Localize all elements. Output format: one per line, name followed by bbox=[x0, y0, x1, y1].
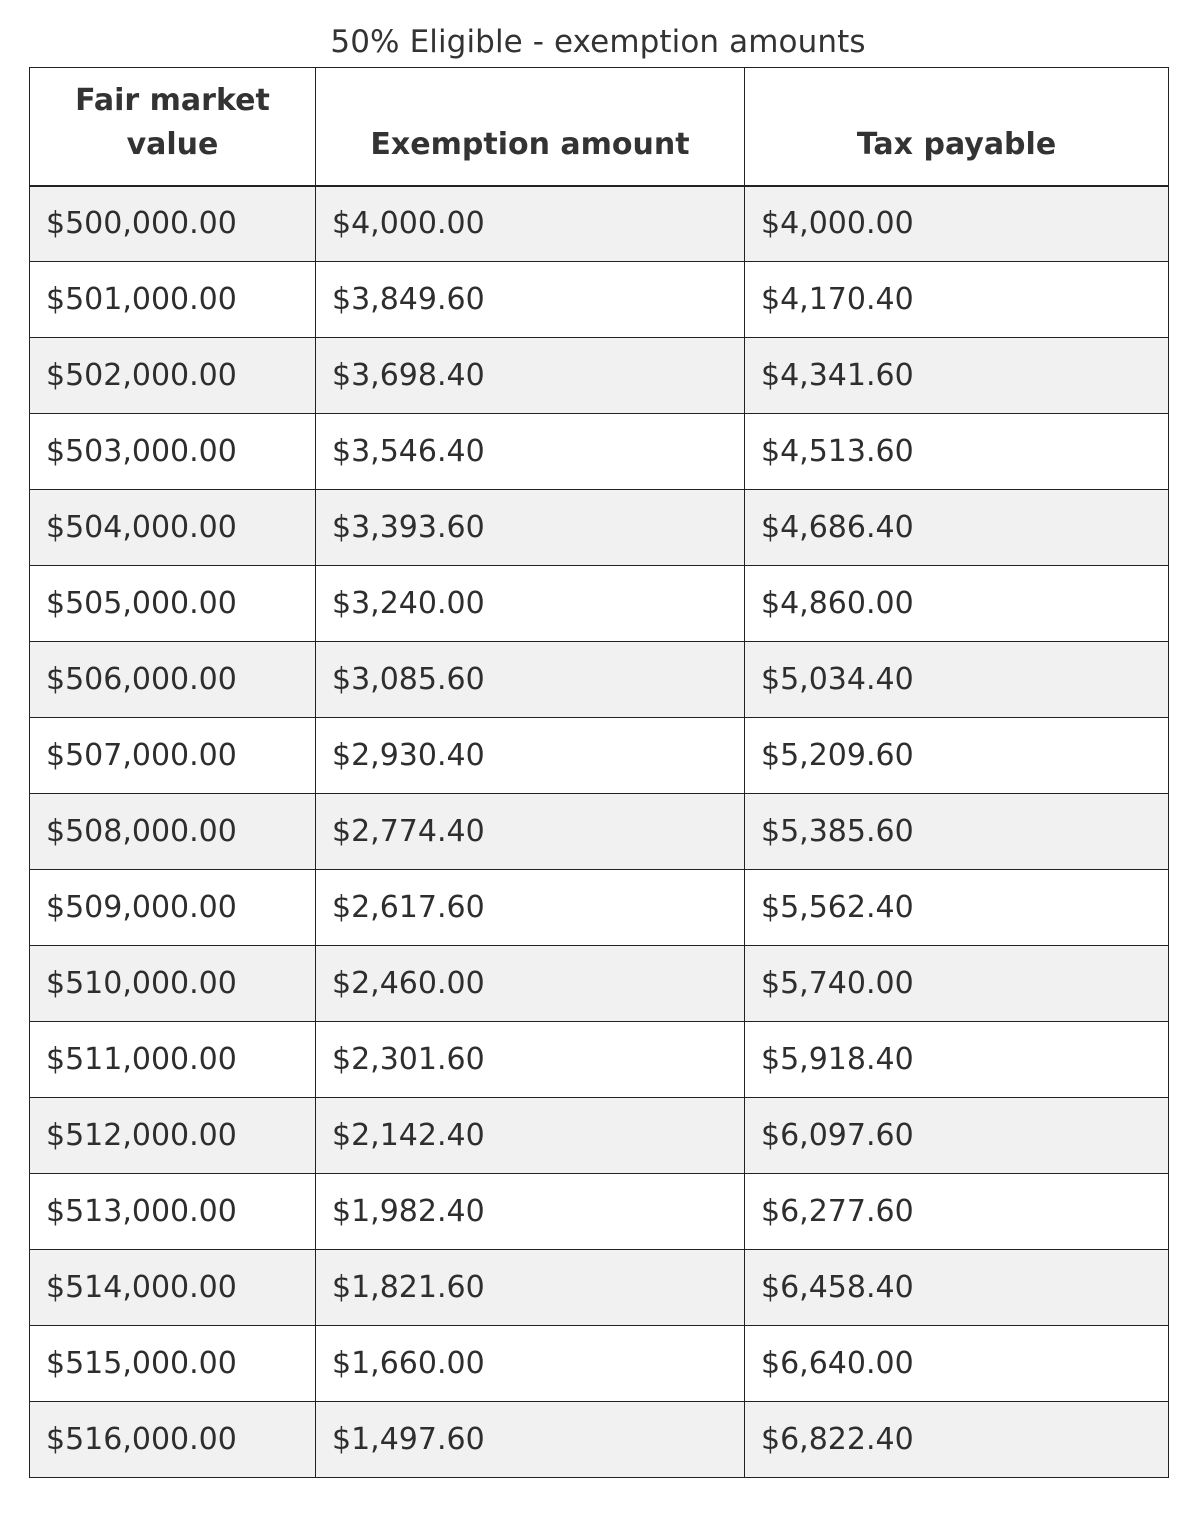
fair-market-value-cell: $513,000.00 bbox=[30, 1174, 316, 1250]
exemption-table bbox=[29, 67, 1169, 1478]
table-row bbox=[30, 1402, 1169, 1478]
tax-payable-cell: $4,170.40 bbox=[745, 262, 1169, 338]
table-row bbox=[30, 1174, 1169, 1250]
tax-payable-cell: $6,458.40 bbox=[745, 1250, 1169, 1326]
tax-payable-cell: $6,822.40 bbox=[745, 1402, 1169, 1478]
exemption-amount-cell: $3,393.60 bbox=[316, 490, 745, 566]
table-row bbox=[30, 186, 1169, 262]
fair-market-value-cell: $508,000.00 bbox=[30, 794, 316, 870]
exemption-amount-cell: $3,240.00 bbox=[316, 566, 745, 642]
table-row bbox=[30, 1250, 1169, 1326]
table-body bbox=[30, 186, 1169, 1478]
fair-market-value-cell: $500,000.00 bbox=[30, 186, 316, 262]
table-row bbox=[30, 642, 1169, 718]
fair-market-value-cell: $515,000.00 bbox=[30, 1326, 316, 1402]
fair-market-value-cell: $503,000.00 bbox=[30, 414, 316, 490]
tax-payable-cell: $6,640.00 bbox=[745, 1326, 1169, 1402]
table-row bbox=[30, 946, 1169, 1022]
fair-market-value-cell: $516,000.00 bbox=[30, 1402, 316, 1478]
tax-payable-cell: $5,034.40 bbox=[745, 642, 1169, 718]
tax-payable-cell: $6,277.60 bbox=[745, 1174, 1169, 1250]
tax-payable-cell: $4,000.00 bbox=[745, 186, 1169, 262]
table-row bbox=[30, 1098, 1169, 1174]
exemption-amount-cell: $4,000.00 bbox=[316, 186, 745, 262]
exemption-amount-cell: $1,497.60 bbox=[316, 1402, 745, 1478]
tax-payable-cell: $4,341.60 bbox=[745, 338, 1169, 414]
fair-market-value-cell: $514,000.00 bbox=[30, 1250, 316, 1326]
header-row bbox=[30, 68, 1169, 186]
table-row bbox=[30, 794, 1169, 870]
exemption-amount-cell: $1,982.40 bbox=[316, 1174, 745, 1250]
tax-payable-cell: $4,686.40 bbox=[745, 490, 1169, 566]
fair-market-value-cell: $506,000.00 bbox=[30, 642, 316, 718]
tax-payable-cell: $5,209.60 bbox=[745, 718, 1169, 794]
tax-payable-cell: $5,918.40 bbox=[745, 1022, 1169, 1098]
fair-market-value-cell: $504,000.00 bbox=[30, 490, 316, 566]
exemption-amount-cell: $3,085.60 bbox=[316, 642, 745, 718]
table-caption: 50% Eligible - exemption amounts bbox=[330, 24, 866, 60]
exemption-amount-cell: $3,546.40 bbox=[316, 414, 745, 490]
fair-market-value-cell: $507,000.00 bbox=[30, 718, 316, 794]
table-row bbox=[30, 718, 1169, 794]
header-fair-market-value: Fair market value bbox=[30, 68, 316, 186]
header-exemption-amount: Exemption amount bbox=[316, 68, 745, 186]
table-row bbox=[30, 490, 1169, 566]
fair-market-value-cell: $511,000.00 bbox=[30, 1022, 316, 1098]
fair-market-value-cell: $505,000.00 bbox=[30, 566, 316, 642]
fair-market-value-cell: $510,000.00 bbox=[30, 946, 316, 1022]
tax-payable-cell: $4,860.00 bbox=[745, 566, 1169, 642]
table-header bbox=[30, 68, 1169, 186]
fair-market-value-cell: $501,000.00 bbox=[30, 262, 316, 338]
table-row bbox=[30, 566, 1169, 642]
table-row bbox=[30, 870, 1169, 946]
fair-market-value-cell: $502,000.00 bbox=[30, 338, 316, 414]
exemption-amount-cell: $2,460.00 bbox=[316, 946, 745, 1022]
tax-payable-cell: $5,385.60 bbox=[745, 794, 1169, 870]
tax-payable-cell: $6,097.60 bbox=[745, 1098, 1169, 1174]
exemption-amount-cell: $3,698.40 bbox=[316, 338, 745, 414]
exemption-amount-cell: $1,821.60 bbox=[316, 1250, 745, 1326]
exemption-amount-cell: $2,617.60 bbox=[316, 870, 745, 946]
table-row bbox=[30, 1326, 1169, 1402]
table-row bbox=[30, 414, 1169, 490]
exemption-amount-cell: $2,301.60 bbox=[316, 1022, 745, 1098]
table-row bbox=[30, 262, 1169, 338]
exemption-amount-cell: $2,774.40 bbox=[316, 794, 745, 870]
exemption-amount-cell: $3,849.60 bbox=[316, 262, 745, 338]
exemption-amount-cell: $2,930.40 bbox=[316, 718, 745, 794]
table-row bbox=[30, 1022, 1169, 1098]
exemption-amount-cell: $1,660.00 bbox=[316, 1326, 745, 1402]
fair-market-value-cell: $512,000.00 bbox=[30, 1098, 316, 1174]
table-row bbox=[30, 338, 1169, 414]
header-tax-payable: Tax payable bbox=[745, 68, 1169, 186]
tax-payable-cell: $5,740.00 bbox=[745, 946, 1169, 1022]
tax-payable-cell: $4,513.60 bbox=[745, 414, 1169, 490]
exemption-amount-cell: $2,142.40 bbox=[316, 1098, 745, 1174]
fair-market-value-cell: $509,000.00 bbox=[30, 870, 316, 946]
tax-payable-cell: $5,562.40 bbox=[745, 870, 1169, 946]
